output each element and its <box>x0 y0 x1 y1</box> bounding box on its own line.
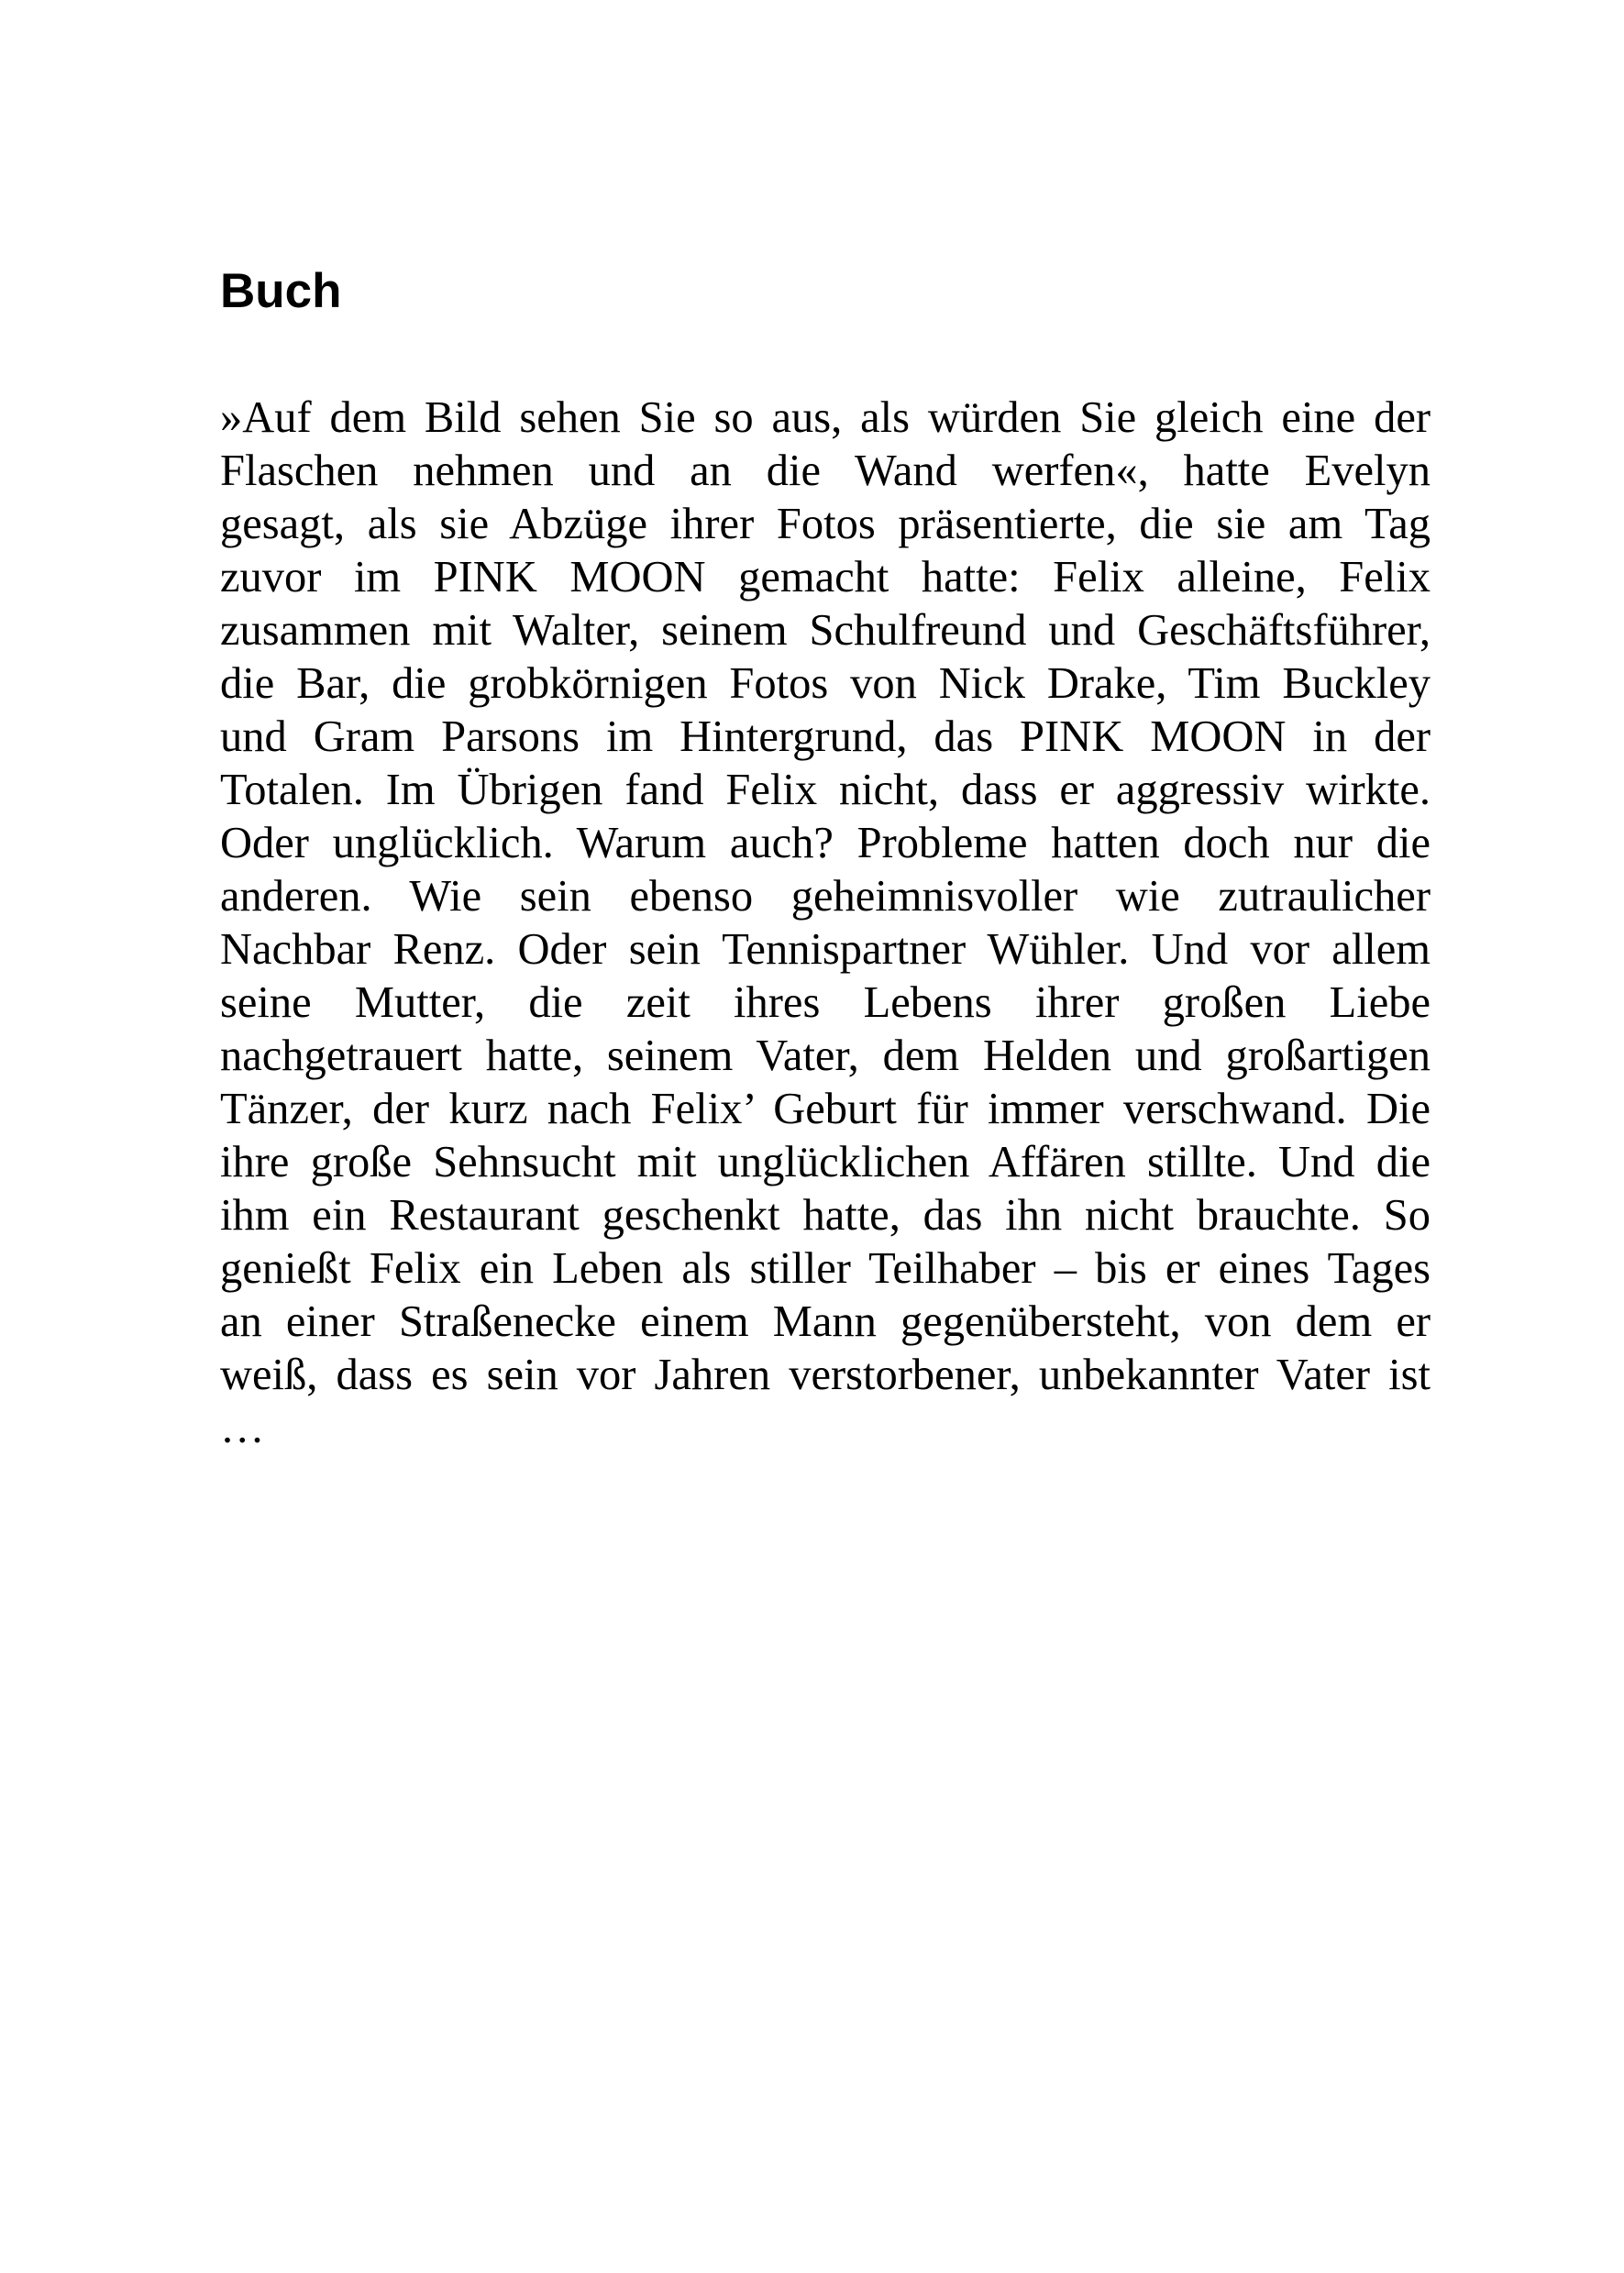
text-line-ellipsis: … <box>220 1404 265 1452</box>
text-line: Nachbar Renz. Oder sein Tennispartner Wühler. Und vor allem <box>220 925 1431 974</box>
text-line: an einer Straßenecke einem Mann gegenübersteht, von dem er <box>220 1297 1431 1346</box>
blurb-paragraph <box>220 392 1431 1455</box>
text-line: weiß, dass es sein vor Jahren verstorbener, unbekannter Vater ist <box>220 1351 1431 1399</box>
text-line: seine Mutter, die zeit ihres Lebens ihrer großen Liebe <box>220 978 1431 1027</box>
text-line: »Auf dem Bild sehen Sie so aus, als würden Sie gleich eine der <box>220 393 1431 442</box>
text-line: gesagt, als sie Abzüge ihrer Fotos präsentierte, die sie am Tag <box>220 500 1431 548</box>
text-line: genießt Felix ein Leben als stiller Teilhaber – bis er eines Tages <box>220 1244 1431 1293</box>
text-line: anderen. Wie sein ebenso geheimnisvoller wie zutraulicher <box>220 872 1431 921</box>
text-line: Tänzer, der kurz nach Felix’ Geburt für immer verschwand. Die <box>220 1085 1431 1133</box>
text-line: ihre große Sehnsucht mit unglücklichen Affären stillte. Und die <box>220 1138 1431 1186</box>
text-line: die Bar, die grobkörnigen Fotos von Nick Drake, Tim Buckley <box>220 659 1431 708</box>
text-line: Totalen. Im Übrigen fand Felix nicht, dass er aggressiv wirkte. <box>220 766 1431 814</box>
text-line: zuvor im PINK MOON gemacht hatte: Felix alleine, Felix <box>220 553 1431 601</box>
text-line: Flaschen nehmen und an die Wand werfen«, hatte Evelyn <box>220 447 1431 495</box>
text-line: Oder unglücklich. Warum auch? Probleme hatten doch nur die <box>220 819 1431 867</box>
text-line: nachgetrauert hatte, seinem Vater, dem Helden und großartigen <box>220 1032 1431 1080</box>
text-line: zusammen mit Walter, seinem Schulfreund und Geschäftsführer, <box>220 606 1431 655</box>
text-line: und Gram Parsons im Hintergrund, das PINK MOON in der <box>220 712 1431 761</box>
text-line: ihm ein Restaurant geschenkt hatte, das ihn nicht brauchte. So <box>220 1191 1431 1240</box>
page-heading: Buch <box>220 264 342 318</box>
